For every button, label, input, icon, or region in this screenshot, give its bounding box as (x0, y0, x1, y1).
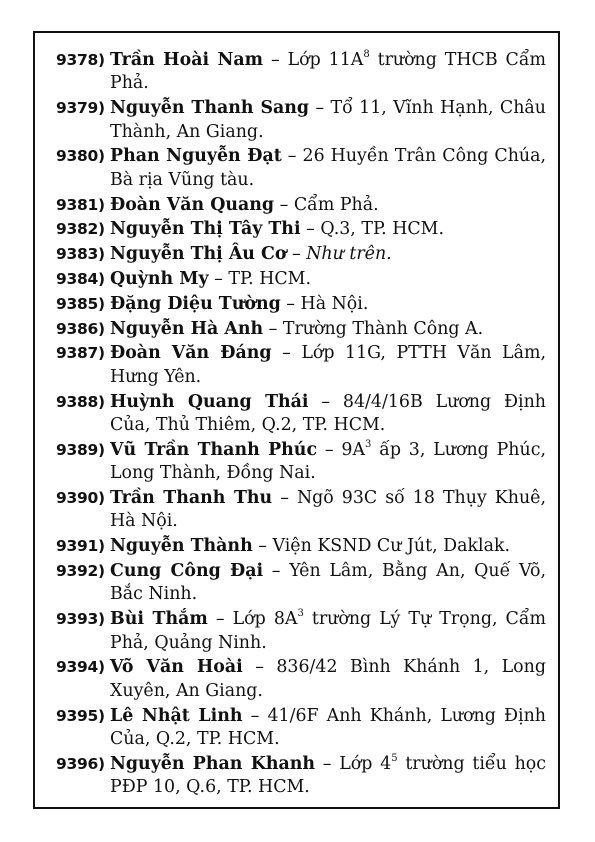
entry-body: Quỳnh My – TP. HCM. (110, 269, 312, 289)
entry-list (56, 49, 546, 801)
list-item (56, 218, 546, 241)
list-item (56, 439, 546, 486)
address-text: trường THCB Cẩm Phả. (110, 50, 546, 94)
list-item (56, 49, 546, 96)
entry-number: 9395) (56, 706, 105, 725)
person-name: Cung Công Đại (110, 561, 264, 581)
entry-number: 9396) (56, 754, 105, 773)
entry-body: Nguyễn Thanh Sang – Tổ 11, Vĩnh Hạnh, Châu Thành, An Giang. (110, 98, 546, 142)
address-text: Lớp 11G, PTTH Văn Lâm, Hưng Yên. (110, 343, 546, 387)
list-item (56, 293, 546, 316)
address-text: Q.3, TP. HCM. (320, 219, 445, 240)
list-item (56, 391, 546, 438)
entry-body: Phan Nguyễn Đạt – 26 Huyền Trân Công Chúa, Bà rịa Vũng tàu. (110, 146, 546, 190)
list-item (56, 608, 546, 655)
address-text: Trường Thành Công A. (282, 318, 484, 339)
address-text: 84/4/16B Lương Định Của, Thủ Thiêm, Q.2, TP. HCM. (110, 391, 546, 435)
entry-body: Nguyễn Thị Tây Thi – Q.3, TP. HCM. (110, 219, 445, 240)
address-text: TP. HCM. (228, 269, 312, 289)
entry-body: Nguyễn Thị Âu Cơ – Như trên. (110, 244, 392, 265)
entry-body: Lê Nhật Linh – 41/6F Anh Khánh, Lương Định Của, Q.2, TP. HCM. (110, 705, 546, 750)
entry-number: 9385) (56, 294, 105, 313)
person-name: Nguyễn Thành (110, 536, 253, 557)
person-name: Võ Văn Hoài (110, 657, 243, 678)
person-name: Quỳnh My (110, 269, 209, 289)
person-name: Nguyễn Hà Anh (110, 318, 264, 339)
entry-body: Bùi Thắm – Lớp $8A^3$ trường Lý Tự Trọng, Cẩm Phả, Quảng Ninh. (110, 608, 546, 653)
entry-number: 9387) (56, 344, 105, 363)
list-item (56, 535, 546, 558)
entry-number: 9379) (56, 99, 105, 118)
entry-number: 9383) (56, 245, 105, 264)
person-name: Huỳnh Quang Thái (110, 391, 309, 412)
entry-body: Võ Văn Hoài – 836/42 Bình Khánh 1, Long Xuyên, An Giang. (110, 657, 546, 701)
person-name: Vũ Trần Thanh Phúc (110, 439, 318, 460)
superscript: 3 (365, 439, 372, 450)
list-item (56, 487, 546, 534)
entry-body: Đoàn Văn Quang – Cẩm Phả. (110, 194, 379, 215)
address-text: Yên Lâm, Bằng An, Quế Võ, Bắc Ninh. (110, 561, 546, 605)
entry-number: 9391) (56, 537, 105, 556)
address-text: 26 Huyền Trân Công Chúa, Bà rịa Vũng tàu. (110, 146, 546, 190)
entry-body: Nguyễn Thành – Viện KSND Cư Jút, Daklak. (110, 536, 511, 557)
address-text: Như trên. (306, 244, 392, 265)
entry-number: 9386) (56, 319, 105, 338)
list-item (56, 97, 546, 144)
address-text: Cẩm Phả. (293, 194, 379, 215)
address-text: trường tiểu học PĐP 10, Q.6, TP. HCM. (110, 753, 546, 798)
entry-number: 9390) (56, 489, 105, 507)
address-text: Lớp 4 (339, 753, 392, 774)
person-name: Đoàn Văn Quang (110, 194, 275, 215)
entry-body: Trần Thanh Thu – Ngõ 93C số 18 Thụy Khuê, Hà Nội. (110, 488, 546, 532)
address-text: 836/42 Bình Khánh 1, Long Xuyên, An Giang. (110, 657, 546, 701)
address-text: Ngõ 93C số 18 Thụy Khuê, Hà Nội. (110, 488, 546, 532)
person-name: Phan Nguyễn Đạt (110, 146, 282, 167)
entry-number: 9393) (56, 610, 105, 629)
entry-number: 9388) (56, 392, 105, 411)
person-name: Trần Thanh Thu (110, 488, 273, 508)
entry-body: Vũ Trần Thanh Phúc – $9A^3$ ấp 3, Lương Phúc, Long Thành, Đồng Nai. (110, 439, 546, 484)
person-name: Bùi Thắm (110, 609, 208, 630)
address-text: Tổ 11, Vĩnh Hạnh, Châu Thành, An Giang. (110, 98, 546, 142)
list-item (56, 342, 546, 389)
list-item (56, 194, 546, 217)
entry-body: Đặng Diệu Tường – Hà Nội. (110, 293, 369, 314)
entry-number: 9381) (56, 195, 105, 214)
entry-number: 9380) (56, 147, 105, 166)
entry-number: 9384) (56, 270, 105, 288)
list-item (56, 656, 546, 703)
person-name: Nguyễn Thị Âu Cơ (110, 244, 287, 265)
entry-body: Nguyễn Hà Anh – Trường Thành Công A. (110, 318, 484, 339)
entry-number: 9394) (56, 658, 105, 677)
entry-body: Huỳnh Quang Thái – 84/4/16B Lương Định Của, Thủ Thiêm, Q.2, TP. HCM. (110, 391, 546, 435)
address-text: ấp 3, Lương Phúc, Long Thành, Đồng Nai. (110, 439, 546, 484)
address-text: 41/6F Anh Khánh, Lương Định Của, Q.2, TP. HCM. (110, 705, 546, 750)
entry-body: Nguyễn Phan Khanh – Lớp $4^5$ trường tiểu học PĐP 10, Q.6, TP. HCM. (110, 753, 546, 798)
entry-number: 9378) (56, 51, 105, 69)
entry-number: 9382) (56, 220, 105, 239)
person-name: Nguyễn Thanh Sang (110, 98, 310, 119)
person-name: Nguyễn Thị Tây Thi (110, 219, 301, 240)
entry-body: Trần Hoài Nam – Lớp $11A^8$ trường THCB Cẩm Phả. (110, 49, 546, 94)
list-item (56, 318, 546, 341)
address-text: Lớp 11A (287, 50, 364, 70)
superscript: 5 (391, 753, 398, 765)
address-text: Viện KSND Cư Jút, Daklak. (272, 536, 511, 557)
list-item (56, 560, 546, 607)
list-item (56, 243, 546, 266)
list-item (56, 753, 546, 800)
list-item (56, 268, 546, 291)
superscript: 8 (363, 49, 370, 61)
address-text: Hà Nội. (300, 293, 369, 314)
address-text: trường Lý Tự Trọng, Cẩm Phả, Quảng Ninh. (110, 609, 546, 653)
person-name: Trần Hoài Nam (110, 50, 264, 70)
entry-number: 9389) (56, 440, 105, 459)
superscript: 3 (297, 608, 304, 620)
person-name: Nguyễn Phan Khanh (110, 753, 316, 774)
entry-number: 9392) (56, 562, 105, 580)
person-name: Đoàn Văn Đáng (110, 343, 272, 364)
person-name: Lê Nhật Linh (110, 705, 243, 726)
address-text: 9A (341, 439, 365, 460)
person-name: Đặng Diệu Tường (110, 293, 281, 314)
entry-body: Đoàn Văn Đáng – Lớp 11G, PTTH Văn Lâm, Hưng Yên. (110, 343, 546, 387)
entry-body: Cung Công Đại – Yên Lâm, Bằng An, Quế Võ, Bắc Ninh. (110, 561, 546, 605)
address-text: Lớp 8A (232, 609, 298, 630)
list-item (56, 145, 546, 192)
list-item (56, 705, 546, 752)
